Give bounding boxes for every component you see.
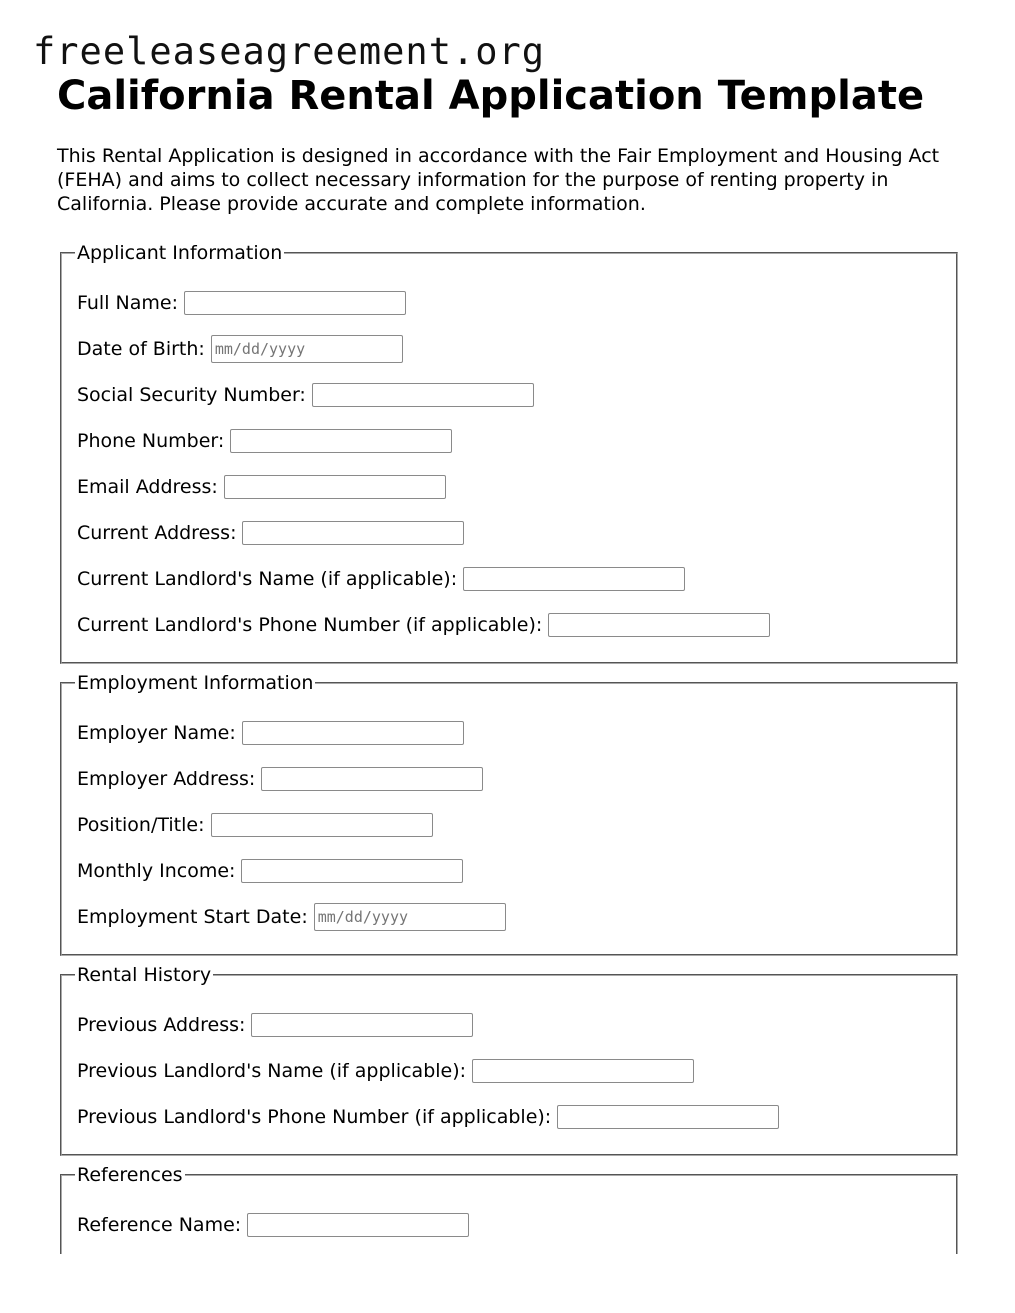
prev-landlord-name-label: Previous Landlord's Name (if applicable): bbox=[77, 1060, 467, 1082]
start-date-input[interactable] bbox=[314, 903, 506, 931]
dob-label: Date of Birth: bbox=[77, 338, 205, 360]
full-name-row bbox=[77, 280, 941, 326]
email-label: Email Address: bbox=[77, 476, 218, 498]
employment-information-section bbox=[60, 672, 958, 956]
current-address-row bbox=[77, 510, 941, 556]
start-date-label: Employment Start Date: bbox=[77, 906, 308, 928]
email-row bbox=[77, 464, 941, 510]
page-title: California Rental Application Template bbox=[57, 73, 925, 119]
full-name-input[interactable] bbox=[184, 291, 406, 315]
landlord-name-label: Current Landlord's Name (if applicable): bbox=[77, 568, 458, 590]
section-legend: Rental History bbox=[77, 964, 212, 986]
landlord-phone-row bbox=[77, 602, 941, 648]
reference-name-input[interactable] bbox=[247, 1213, 469, 1237]
employer-name-input[interactable] bbox=[242, 721, 464, 745]
applicant-information-section bbox=[60, 242, 958, 664]
income-label: Monthly Income: bbox=[77, 860, 236, 882]
section-legend: Employment Information bbox=[77, 672, 314, 694]
phone-label: Phone Number: bbox=[77, 430, 225, 452]
prev-landlord-phone-input[interactable] bbox=[557, 1105, 779, 1129]
dob-input[interactable] bbox=[211, 335, 403, 363]
current-address-label: Current Address: bbox=[77, 522, 237, 544]
phone-row bbox=[77, 418, 941, 464]
prev-landlord-name-input[interactable] bbox=[472, 1059, 694, 1083]
landlord-phone-label: Current Landlord's Phone Number (if applicable): bbox=[77, 614, 543, 636]
landlord-name-input[interactable] bbox=[463, 567, 685, 591]
start-date-row bbox=[77, 894, 941, 940]
section-legend: References bbox=[77, 1164, 183, 1186]
email-input[interactable] bbox=[224, 475, 446, 499]
employer-address-input[interactable] bbox=[261, 767, 483, 791]
position-input[interactable] bbox=[211, 813, 433, 837]
prev-landlord-phone-row bbox=[77, 1094, 941, 1140]
employer-address-label: Employer Address: bbox=[77, 768, 256, 790]
form-content bbox=[57, 72, 957, 1254]
intro-paragraph: This Rental Application is designed in accordance with the Fair Employment and Housing Act (FEHA) and aims to collect necessary information for the purpose of renting property in California. Please provide accurate and complete information. bbox=[57, 145, 940, 215]
income-row bbox=[77, 848, 941, 894]
reference-name-label: Reference Name: bbox=[77, 1214, 242, 1236]
current-address-input[interactable] bbox=[242, 521, 464, 545]
section-legend: Applicant Information bbox=[77, 242, 283, 264]
landlord-phone-input[interactable] bbox=[548, 613, 770, 637]
employer-name-row bbox=[77, 710, 941, 756]
ssn-row bbox=[77, 372, 941, 418]
dob-row bbox=[77, 326, 941, 372]
site-watermark: freeleaseagreement.org bbox=[33, 30, 546, 73]
position-row bbox=[77, 802, 941, 848]
prev-landlord-phone-label: Previous Landlord's Phone Number (if applicable): bbox=[77, 1106, 552, 1128]
prev-address-label: Previous Address: bbox=[77, 1014, 246, 1036]
employer-name-label: Employer Name: bbox=[77, 722, 236, 744]
prev-landlord-name-row bbox=[77, 1048, 941, 1094]
rental-history-section bbox=[60, 964, 958, 1156]
landlord-name-row bbox=[77, 556, 941, 602]
references-section bbox=[60, 1164, 958, 1254]
prev-address-input[interactable] bbox=[251, 1013, 473, 1037]
position-label: Position/Title: bbox=[77, 814, 205, 836]
full-name-label: Full Name: bbox=[77, 292, 178, 314]
ssn-input[interactable] bbox=[312, 383, 534, 407]
prev-address-row bbox=[77, 1002, 941, 1048]
income-input[interactable] bbox=[241, 859, 463, 883]
employer-address-row bbox=[77, 756, 941, 802]
reference-name-row bbox=[77, 1202, 941, 1248]
phone-input[interactable] bbox=[230, 429, 452, 453]
ssn-label: Social Security Number: bbox=[77, 384, 306, 406]
